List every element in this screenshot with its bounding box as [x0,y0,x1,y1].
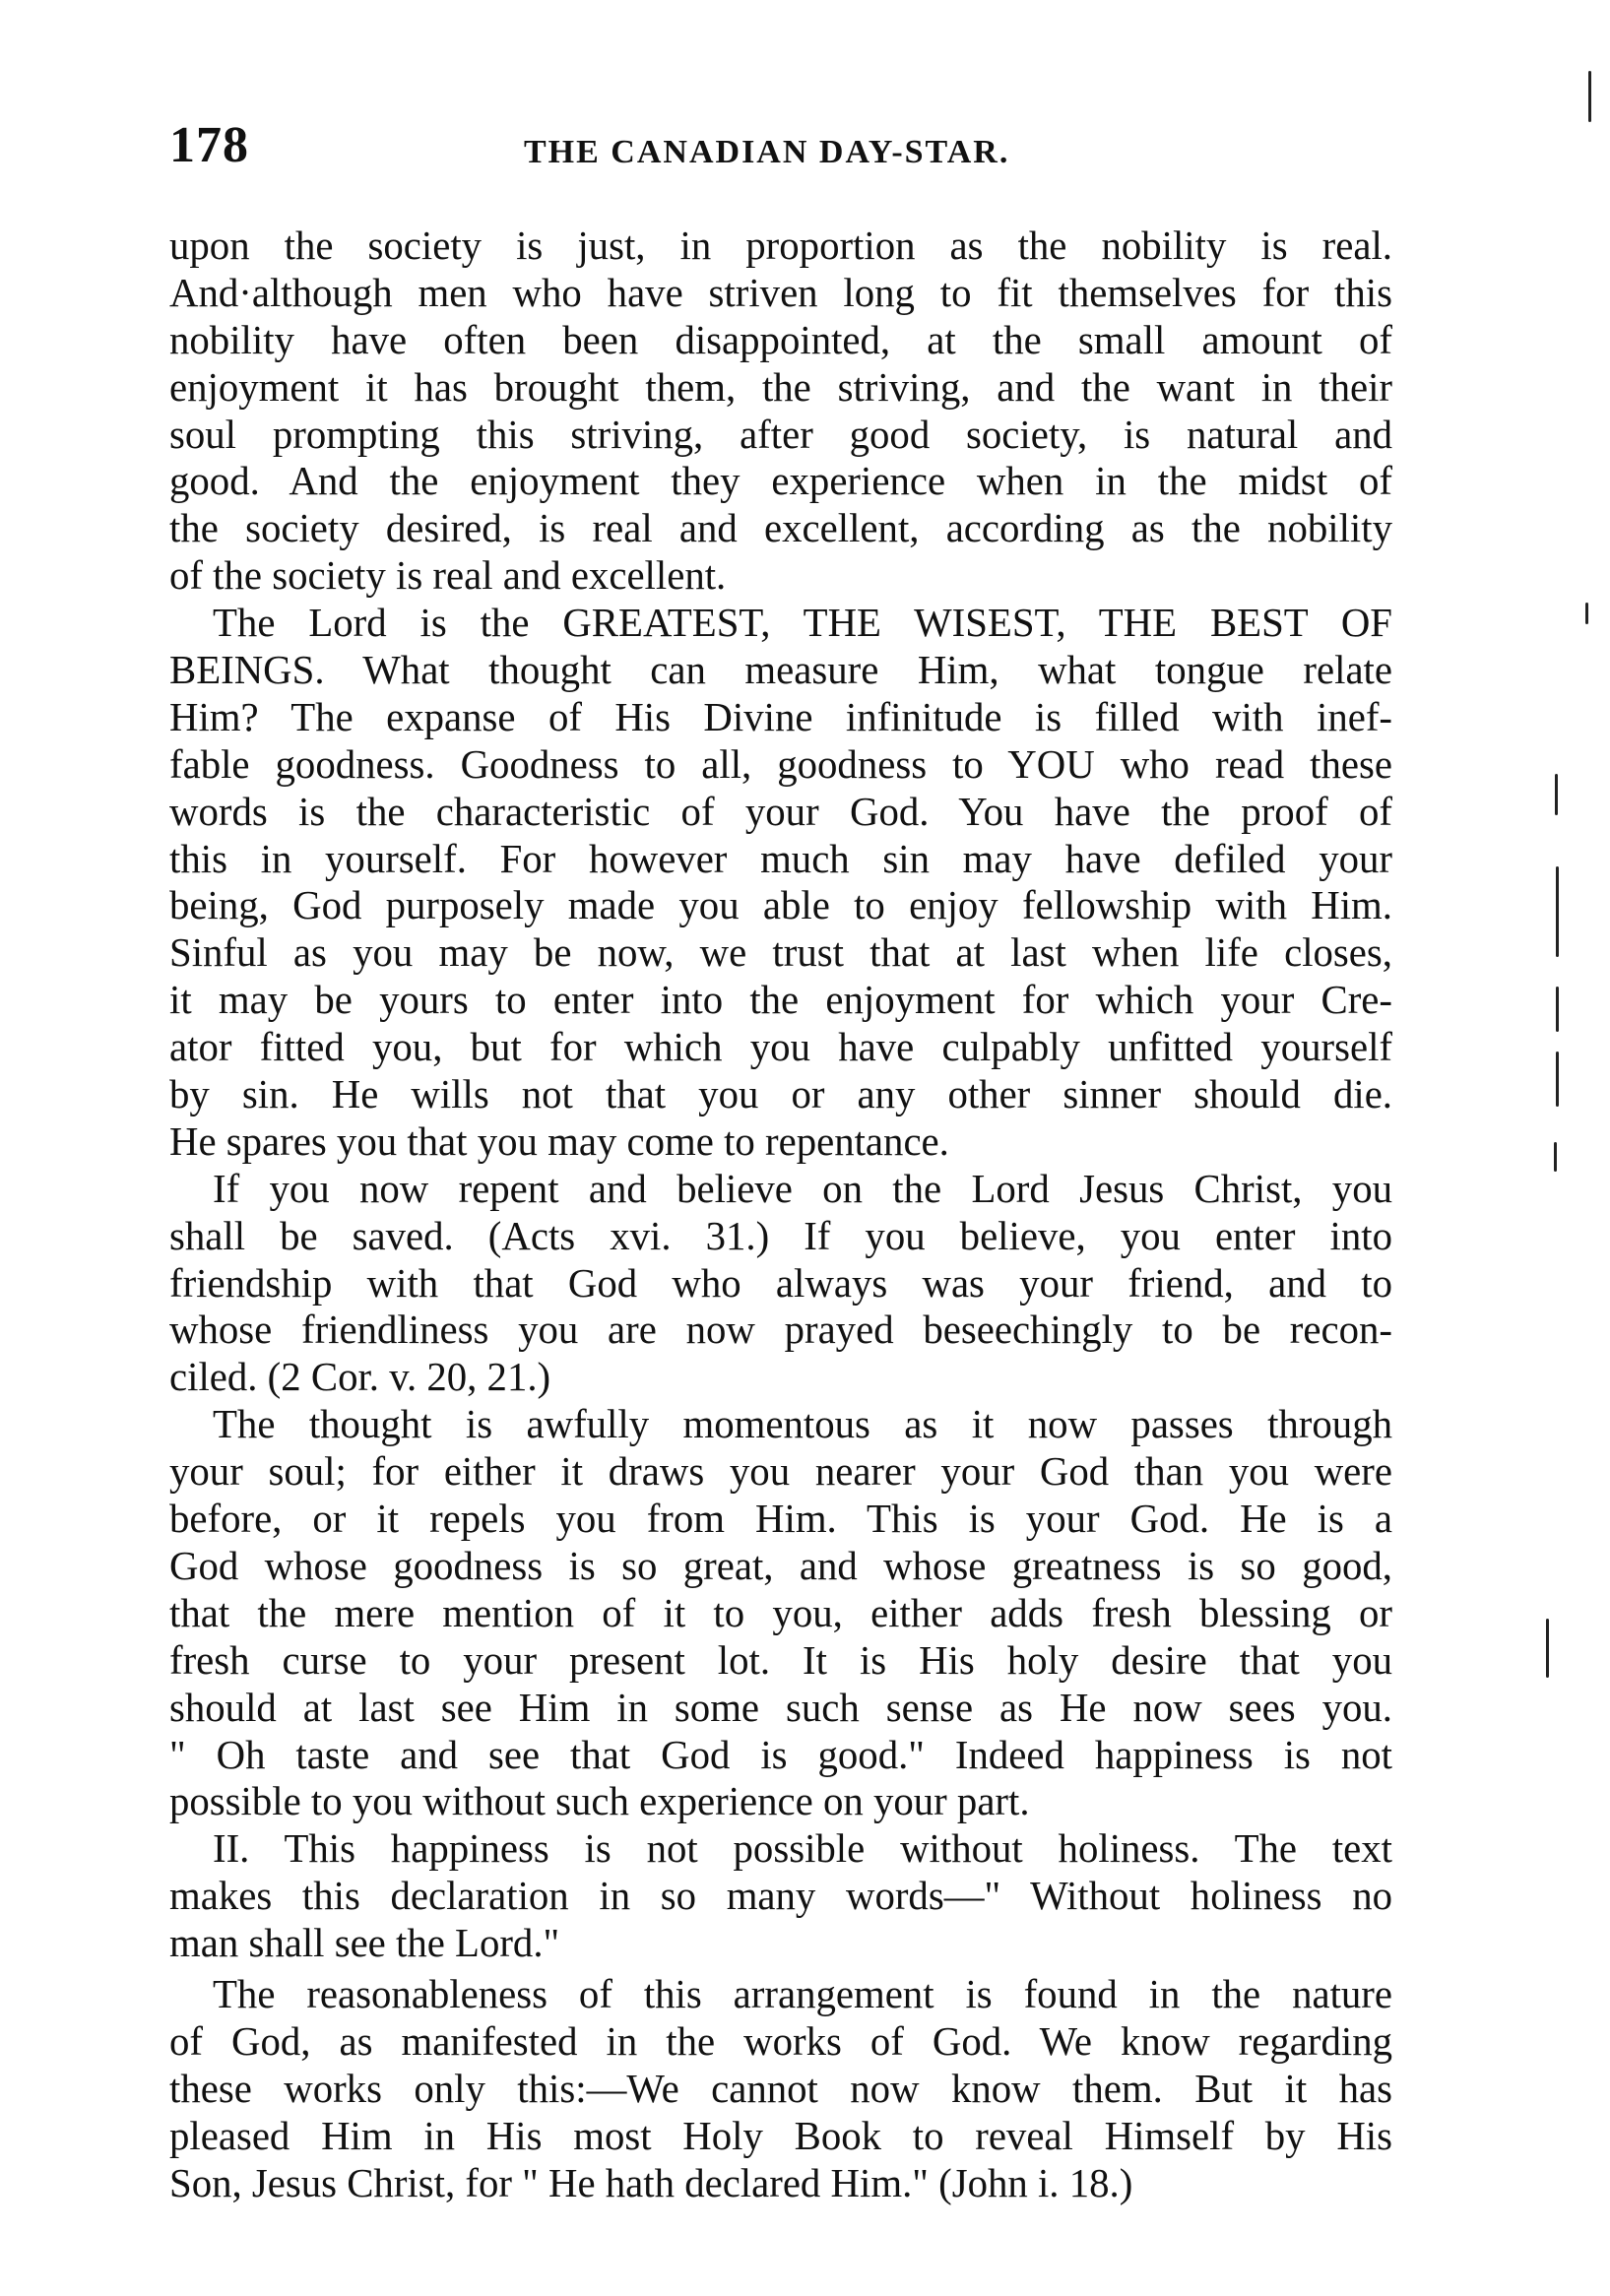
text-line: should at last see Him in some such sense as He now sees you. [169,1685,1392,1730]
text-line: by sin. He wills not that you or any other sinner should die. [169,1072,1392,1117]
scan-edge-mark [1556,866,1559,957]
text-line: the society desired, is real and excellent, according as the nobility [169,506,1392,551]
text-line: being, God purposely made you able to enjoy fellowship with Him. [169,883,1392,928]
text-line: fable goodness. Goodness to all, goodness to YOU who read these [169,741,1392,787]
running-title: THE CANADIAN DAY-STAR. [524,134,1010,170]
text-line: these works only this:—We cannot now know them. But it has [169,2066,1392,2111]
text-line: enjoyment it has brought them, the striving, and the want in their [169,364,1392,410]
text-line: Sinful as you may be now, we trust that at last when life closes, [169,930,1392,976]
text-line: it may be yours to enter into the enjoyment for which your Cre- [169,978,1392,1023]
text-line: makes this declaration in so many words—" Without holiness no [169,1874,1392,1919]
text-line: If you now repent and believe on the Lord Jesus Christ, you [213,1166,1392,1211]
scan-edge-mark [1555,774,1558,815]
text-line: The reasonableness of this arrangement is found in the nature [213,1971,1392,2016]
text-line: He spares you that you may come to repentance. [169,1118,949,1164]
scan-edge-mark [1585,603,1588,624]
scan-edge-mark [1556,987,1559,1032]
text-line: II. This happiness is not possible without holiness. The text [213,1826,1392,1872]
text-line: your soul; for either it draws you nearer your God than you were [169,1449,1392,1495]
text-line: shall be saved. (Acts xvi. 31.) If you believe, you enter into [169,1213,1392,1258]
text-line: of the society is real and excellent. [169,553,727,599]
text-line: words is the characteristic of your God. You have the proof of [169,789,1392,834]
text-line: fresh curse to your present lot. It is His holy desire that you [169,1637,1392,1683]
text-line: nobility have often been disappointed, at the small amount of [169,317,1392,362]
text-line: that the mere mention of it to you, either adds fresh blessing or [169,1590,1392,1635]
text-line: man shall see the Lord." [169,1921,560,1966]
text-line: friendship with that God who always was your friend, and to [169,1260,1392,1306]
text-line: BEINGS. What thought can measure Him, what tongue relate [169,648,1392,693]
text-line: " Oh taste and see that God is good." Indeed happiness is not [169,1732,1392,1777]
text-line: pleased Him in His most Holy Book to reveal Himself by His [169,2113,1392,2158]
text-line: upon the society is just, in proportion as the nobility is real. [169,223,1392,268]
text-line: of God, as manifested in the works of God. We know regarding [169,2018,1392,2064]
text-line: And·although men who have striven long to fit themselves for this [169,270,1392,315]
text-line: this in yourself. For however much sin may have defiled your [169,836,1392,881]
text-line: Him? The expanse of His Divine infinitude is filled with inef- [169,694,1392,739]
scan-edge-mark [1588,71,1591,122]
text-line: God whose goodness is so great, and whose greatness is so good, [169,1543,1392,1588]
body-text [169,223,1392,2206]
text-line: Son, Jesus Christ, for " He hath declared Him." (John i. 18.) [169,2160,1133,2205]
scan-edge-mark [1556,1052,1559,1107]
text-line: The thought is awfully momentous as it now passes through [213,1402,1392,1447]
text-line: soul prompting this striving, after good society, is natural and [169,412,1392,457]
text-line: The Lord is the GREATEST, THE WISEST, THE BEST OF [213,601,1392,646]
text-line: good. And the enjoyment they experience when in the midst of [169,459,1392,504]
page-number: 178 [169,117,249,173]
text-line: before, or it repels you from Him. This is your God. He is a [169,1497,1392,1542]
text-line: ator fitted you, but for which you have culpably unfitted yourself [169,1025,1392,1070]
text-line: ciled. (2 Cor. v. 20, 21.) [169,1355,551,1400]
scan-edge-mark [1546,1619,1549,1678]
scan-edge-mark [1554,1142,1557,1172]
text-line: possible to you without such experience on your part. [169,1779,1030,1824]
text-line: whose friendliness you are now prayed beseechingly to be recon- [169,1307,1392,1353]
